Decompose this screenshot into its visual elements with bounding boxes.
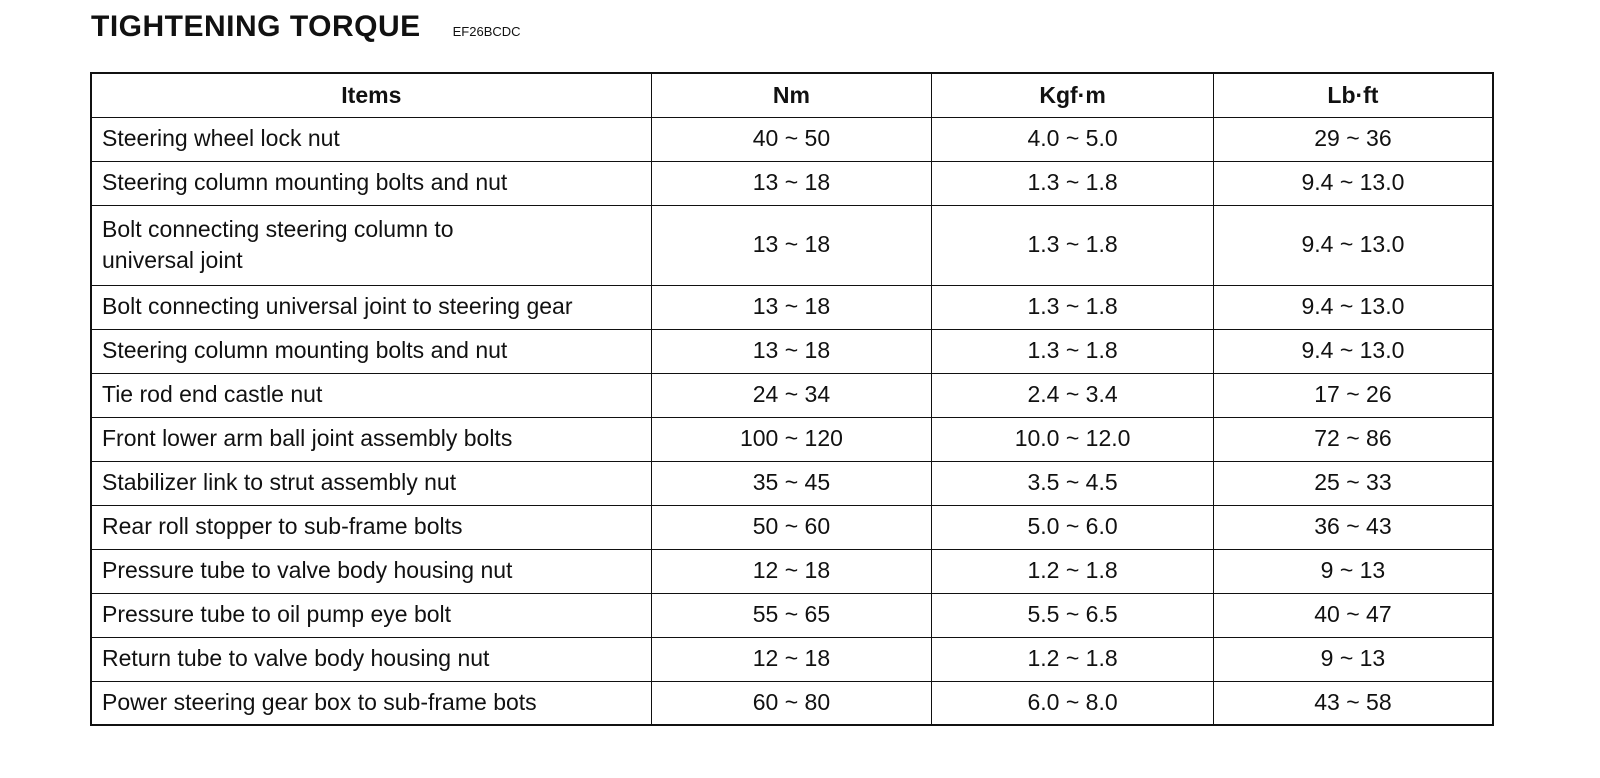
kgfm-cell: 3.5 ~ 4.5 <box>932 461 1214 505</box>
column-header-items: Items <box>91 73 651 117</box>
nm-cell: 13 ~ 18 <box>651 329 932 373</box>
item-cell: Pressure tube to oil pump eye bolt <box>91 593 651 637</box>
kgfm-cell: 1.2 ~ 1.8 <box>932 549 1214 593</box>
lbft-cell: 9.4 ~ 13.0 <box>1213 285 1493 329</box>
item-cell: Steering wheel lock nut <box>91 117 651 161</box>
nm-cell: 24 ~ 34 <box>651 373 932 417</box>
kgfm-cell: 5.0 ~ 6.0 <box>932 505 1214 549</box>
lbft-cell: 9.4 ~ 13.0 <box>1213 161 1493 205</box>
table-row <box>91 373 1493 417</box>
kgfm-cell: 4.0 ~ 5.0 <box>932 117 1214 161</box>
lbft-cell: 25 ~ 33 <box>1213 461 1493 505</box>
kgfm-cell: 1.3 ~ 1.8 <box>932 285 1214 329</box>
page-title: TIGHTENING TORQUE <box>91 10 421 43</box>
nm-cell: 12 ~ 18 <box>651 637 932 681</box>
column-header-kgfm: Kgf·m <box>932 73 1214 117</box>
nm-cell: 40 ~ 50 <box>651 117 932 161</box>
nm-cell: 13 ~ 18 <box>651 161 932 205</box>
section-code: EF26BCDC <box>452 24 521 39</box>
item-cell: Rear roll stopper to sub-frame bolts <box>91 505 651 549</box>
lbft-cell: 17 ~ 26 <box>1213 373 1493 417</box>
table-row <box>91 329 1493 373</box>
lbft-cell: 43 ~ 58 <box>1213 681 1493 725</box>
kgfm-cell: 1.3 ~ 1.8 <box>932 205 1214 285</box>
kgfm-cell: 5.5 ~ 6.5 <box>932 593 1214 637</box>
nm-cell: 50 ~ 60 <box>651 505 932 549</box>
kgfm-cell: 10.0 ~ 12.0 <box>932 417 1214 461</box>
nm-cell: 55 ~ 65 <box>651 593 932 637</box>
kgfm-cell: 1.2 ~ 1.8 <box>932 637 1214 681</box>
kgfm-cell: 1.3 ~ 1.8 <box>932 161 1214 205</box>
table-row <box>91 461 1493 505</box>
column-header-lbft: Lb·ft <box>1213 73 1493 117</box>
header-row <box>91 73 1493 117</box>
nm-cell: 12 ~ 18 <box>651 549 932 593</box>
nm-cell: 13 ~ 18 <box>651 205 932 285</box>
table-row <box>91 205 1493 285</box>
kgfm-cell: 6.0 ~ 8.0 <box>932 681 1214 725</box>
lbft-cell: 40 ~ 47 <box>1213 593 1493 637</box>
nm-cell: 100 ~ 120 <box>651 417 932 461</box>
torque-table <box>90 72 1494 726</box>
item-cell: Stabilizer link to strut assembly nut <box>91 461 651 505</box>
kgfm-cell: 2.4 ~ 3.4 <box>932 373 1214 417</box>
table-row <box>91 637 1493 681</box>
lbft-cell: 9.4 ~ 13.0 <box>1213 329 1493 373</box>
nm-cell: 60 ~ 80 <box>651 681 932 725</box>
table-row <box>91 161 1493 205</box>
table-row <box>91 681 1493 725</box>
lbft-cell: 9.4 ~ 13.0 <box>1213 205 1493 285</box>
item-cell: Steering column mounting bolts and nut <box>91 329 651 373</box>
table-row <box>91 593 1493 637</box>
column-header-nm: Nm <box>651 73 932 117</box>
item-cell: Front lower arm ball joint assembly bolts <box>91 417 651 461</box>
table-row <box>91 417 1493 461</box>
item-cell: Tie rod end castle nut <box>91 373 651 417</box>
nm-cell: 13 ~ 18 <box>651 285 932 329</box>
page-heading <box>91 10 521 44</box>
item-cell: Return tube to valve body housing nut <box>91 637 651 681</box>
item-cell: Steering column mounting bolts and nut <box>91 161 651 205</box>
lbft-cell: 9 ~ 13 <box>1213 637 1493 681</box>
nm-cell: 35 ~ 45 <box>651 461 932 505</box>
kgfm-cell: 1.3 ~ 1.8 <box>932 329 1214 373</box>
lbft-cell: 9 ~ 13 <box>1213 549 1493 593</box>
item-cell: Pressure tube to valve body housing nut <box>91 549 651 593</box>
table-row <box>91 117 1493 161</box>
item-cell: Power steering gear box to sub-frame bots <box>91 681 651 725</box>
table-row <box>91 549 1493 593</box>
table-row <box>91 505 1493 549</box>
item-cell: Bolt connecting universal joint to steering gear <box>91 285 651 329</box>
table-row <box>91 285 1493 329</box>
lbft-cell: 36 ~ 43 <box>1213 505 1493 549</box>
item-cell: Bolt connecting steering column to universal joint <box>91 205 651 285</box>
lbft-cell: 72 ~ 86 <box>1213 417 1493 461</box>
lbft-cell: 29 ~ 36 <box>1213 117 1493 161</box>
